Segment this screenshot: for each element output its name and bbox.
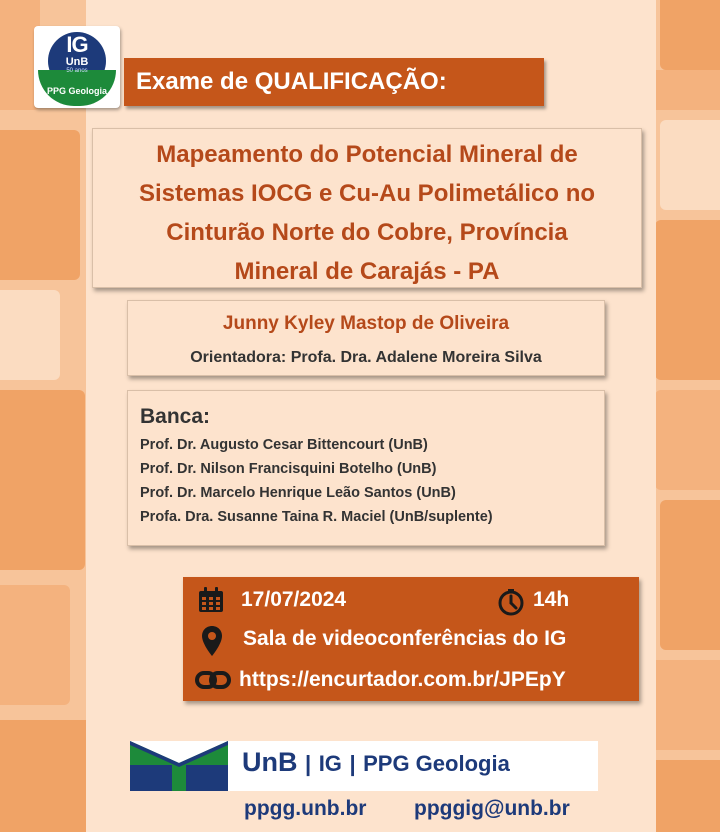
title-line: Mineral de Carajás - PA <box>234 258 500 285</box>
author-name: Junny Kyley Mastop de Oliveira <box>222 313 510 334</box>
title-line: Sistemas IOCG e Cu-Au Polimetálico no <box>138 180 596 207</box>
banca-title: Banca: <box>140 405 211 428</box>
event-date: 17/07/2024 <box>241 588 347 611</box>
footer-banner <box>130 741 598 791</box>
footer-unb: UnB <box>242 747 298 777</box>
location-pin-icon <box>201 625 223 657</box>
footer-title <box>242 747 510 778</box>
event-info-box <box>183 577 639 701</box>
footer-ig: IG <box>318 751 342 776</box>
exam-label: Exame de QUALIFICAÇÃO: <box>124 58 544 106</box>
thesis-title <box>92 128 642 288</box>
unb-flag-logo <box>130 741 228 791</box>
footer-email-link[interactable]: ppggig@unb.br <box>414 797 570 820</box>
link-icon <box>195 669 231 691</box>
ig-unb-logo <box>34 26 120 108</box>
footer-website-link[interactable]: ppgg.unb.br <box>244 797 367 820</box>
banca-member: Prof. Dr. Nilson Francisquini Botelho (UnB) <box>140 461 437 477</box>
title-line: Mapeamento do Potencial Mineral de <box>156 141 578 168</box>
event-time: 14h <box>533 588 570 611</box>
clock-icon <box>497 588 525 616</box>
advisor-name: Orientadora: Profa. Dra. Adalene Moreira Silva <box>190 349 542 366</box>
logo-anos-text: 50 anos <box>66 68 88 74</box>
footer-separator: | <box>305 751 312 776</box>
banca-member: Prof. Dr. Marcelo Henrique Leão Santos (UnB) <box>140 485 456 501</box>
banca-member: Profa. Dra. Susanne Taina R. Maciel (UnB/suplente) <box>140 509 493 525</box>
footer-ppg: PPG Geologia <box>363 751 510 776</box>
event-location: Sala de videoconferências do IG <box>243 627 567 650</box>
banca-member: Prof. Dr. Augusto Cesar Bittencourt (UnB) <box>140 437 428 453</box>
event-link[interactable]: https://encurtador.com.br/JPEpY <box>239 668 566 691</box>
logo-ppg-text: PPG Geologia <box>46 86 107 96</box>
logo-unb-text: UnB <box>65 56 89 68</box>
banca-box <box>127 390 605 546</box>
footer-separator: | <box>349 751 356 776</box>
logo-ig-text: IG <box>66 32 88 57</box>
title-line: Cinturão Norte do Cobre, Província <box>166 219 568 246</box>
author-box <box>127 300 605 376</box>
calendar-icon <box>197 586 225 614</box>
